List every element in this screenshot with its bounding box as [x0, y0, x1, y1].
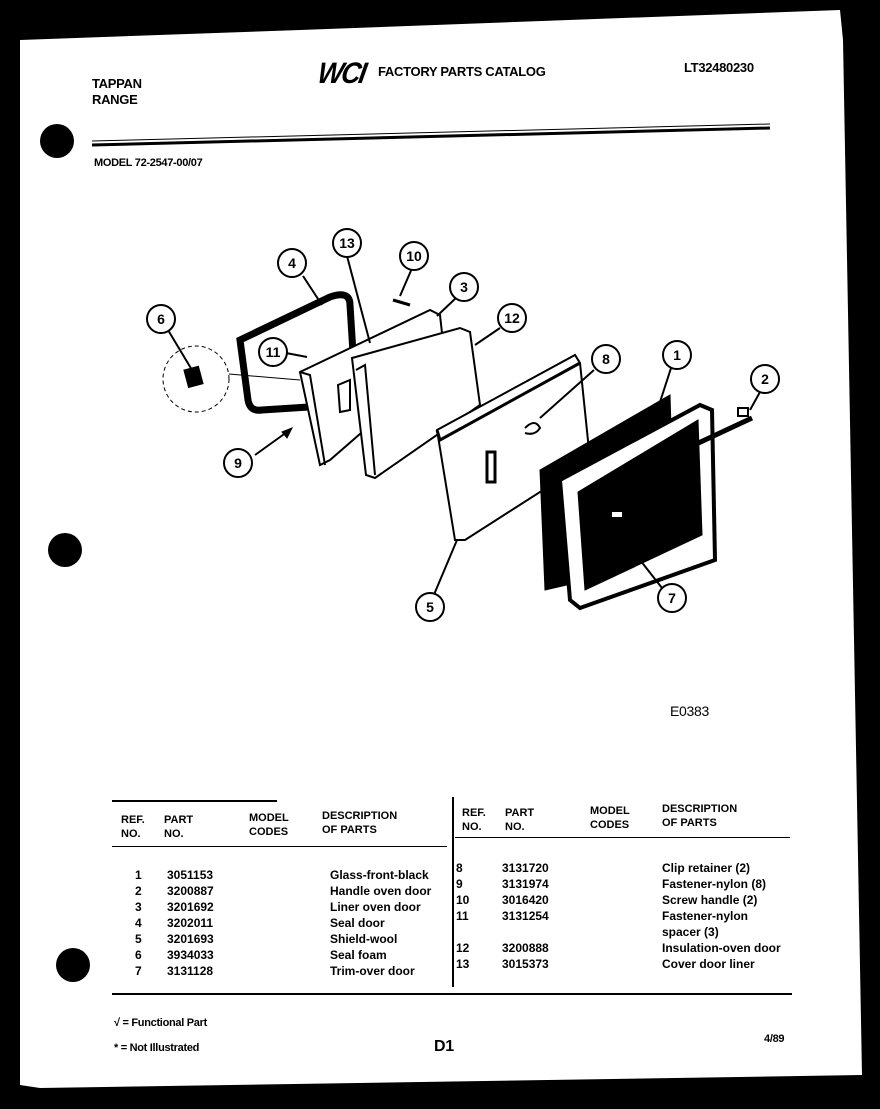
ref-number: 12 — [456, 941, 470, 955]
svg-text:6: 6 — [157, 311, 165, 327]
callout-5 — [416, 593, 444, 621]
brand-line2: RANGE — [92, 92, 138, 107]
part-description: Screw handle (2) — [662, 893, 758, 907]
part-number: 3131720 — [502, 861, 549, 875]
header-part: PART NO. — [164, 814, 194, 840]
brand-line1: TAPPAN — [92, 76, 142, 91]
ref-number: 6 — [135, 948, 142, 962]
part-number: 3200887 — [167, 884, 214, 898]
part-description: Glass-front-black — [330, 868, 429, 882]
page-number: D1 — [434, 1038, 454, 1055]
ref-number: 2 — [135, 884, 142, 898]
ref-number: 11 — [456, 909, 469, 923]
part-number: 3202011 — [167, 916, 214, 930]
ref-number: 13 — [456, 957, 470, 971]
header-ref: REF. NO. — [462, 807, 486, 833]
ref-number: 4 — [135, 916, 142, 930]
part-description: Seal door — [330, 916, 385, 930]
svg-text:3: 3 — [460, 279, 468, 295]
callout-6 — [147, 305, 175, 333]
header-desc: DESCRIPTION OF PARTS — [322, 810, 398, 836]
callout-13 — [333, 229, 361, 257]
svg-text:2: 2 — [761, 371, 769, 387]
part-number: 3015373 — [502, 957, 549, 971]
part-description: Liner oven door — [330, 900, 421, 914]
functional-part-legend: √ = Functional Part — [114, 1017, 207, 1029]
part-number: 3201693 — [167, 932, 214, 946]
callout-8 — [592, 345, 620, 373]
part-description-cont: spacer (3) — [662, 925, 719, 939]
part-number: 3131974 — [502, 877, 549, 891]
part-description: Insulation-oven door — [662, 941, 781, 955]
svg-text:5: 5 — [426, 599, 434, 615]
part-number: 3934033 — [167, 948, 214, 962]
not-illustrated-legend: * = Not Illustrated — [114, 1042, 200, 1054]
part-number: 3131128 — [167, 964, 214, 978]
part-description: Seal foam — [330, 948, 387, 962]
catalog-title: FACTORY PARTS CATALOG — [378, 64, 546, 79]
part-description: Clip retainer (2) — [662, 861, 751, 875]
part-description: Trim-over door — [330, 964, 415, 978]
ref-number: 10 — [456, 893, 470, 907]
part-description: Fastener-nylon — [662, 909, 749, 923]
part-number: 3016420 — [502, 893, 549, 907]
part-description: Fastener-nylon (8) — [662, 877, 767, 891]
header-rule — [455, 837, 790, 838]
callout-4 — [278, 249, 306, 277]
svg-text:9: 9 — [234, 455, 242, 471]
svg-text:10: 10 — [406, 248, 422, 264]
header-model: MODEL CODES — [590, 805, 630, 831]
callout-10 — [400, 242, 428, 270]
svg-text:13: 13 — [339, 235, 355, 251]
table-top-rule — [112, 800, 277, 802]
header-rule — [112, 846, 447, 847]
ref-number: 3 — [135, 900, 142, 914]
model-number: MODEL 72-2547-00/07 — [94, 157, 203, 169]
svg-text:1: 1 — [673, 347, 681, 363]
svg-text:12: 12 — [504, 310, 520, 326]
ref-number: 7 — [135, 964, 142, 978]
header-ref: REF. NO. — [121, 814, 145, 840]
wci-logo: WCI — [315, 56, 368, 90]
svg-text:11: 11 — [265, 344, 281, 360]
svg-text:8: 8 — [602, 351, 610, 367]
figure-code: E0383 — [670, 703, 709, 719]
part-description: Shield-wool — [330, 932, 398, 946]
punch-hole — [56, 948, 90, 982]
ref-number: 8 — [456, 861, 463, 875]
part-description: Handle oven door — [330, 884, 432, 898]
header-part: PART NO. — [505, 807, 535, 833]
part-number: 3200888 — [502, 941, 549, 955]
svg-text:7: 7 — [668, 590, 676, 606]
table-divider — [452, 797, 454, 987]
header-model: MODEL CODES — [249, 812, 289, 838]
callout-3 — [450, 273, 478, 301]
svg-text:4: 4 — [288, 255, 296, 271]
callout-1 — [663, 341, 691, 369]
part-description: Cover door liner — [662, 957, 755, 971]
ref-number: 1 — [135, 868, 142, 882]
header-desc: DESCRIPTION OF PARTS — [662, 803, 738, 829]
part-number: 3131254 — [502, 909, 549, 923]
callout-12 — [498, 304, 526, 332]
catalog-number: LT32480230 — [684, 60, 754, 75]
table-bottom-rule — [112, 993, 792, 995]
callout-7 — [658, 584, 686, 612]
date: 4/89 — [764, 1033, 785, 1045]
ref-number: 5 — [135, 932, 142, 946]
part-number: 3051153 — [167, 868, 214, 882]
part-number: 3201692 — [167, 900, 214, 914]
callout-11 — [259, 338, 287, 366]
callout-9 — [224, 449, 252, 477]
ref-number: 9 — [456, 877, 463, 891]
callout-2 — [751, 365, 779, 393]
